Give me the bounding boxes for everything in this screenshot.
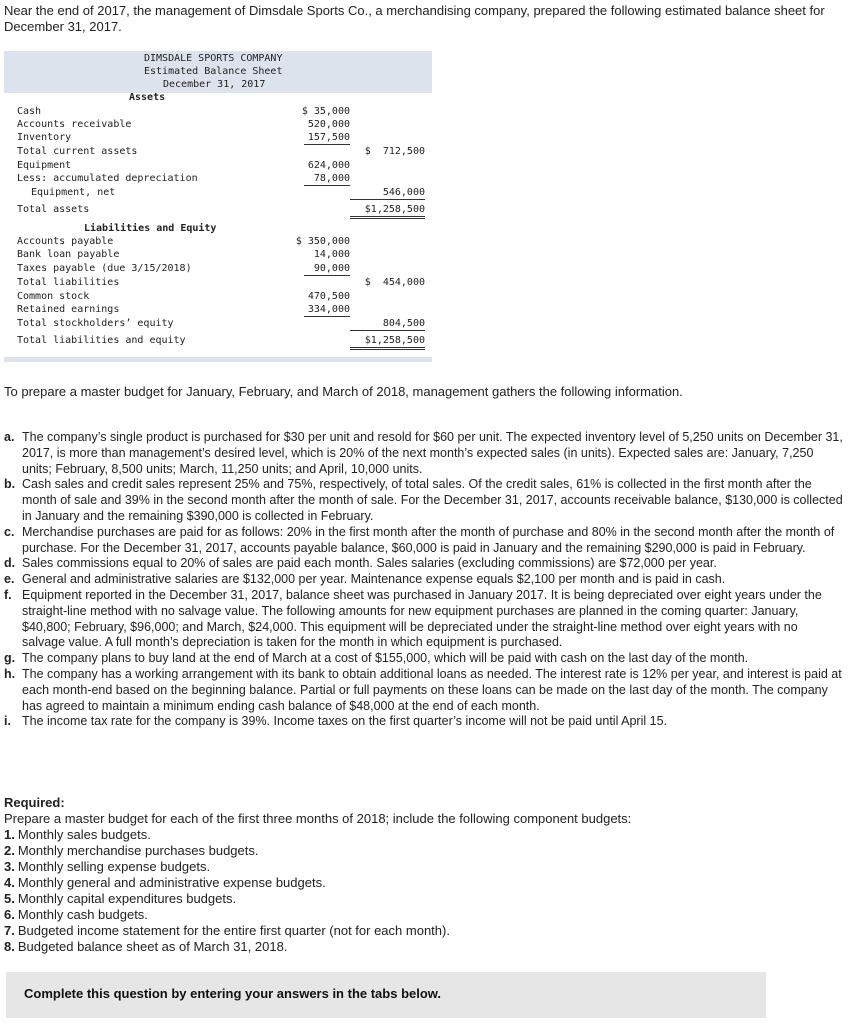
list-item <box>4 667 844 714</box>
list-item <box>4 588 844 651</box>
intro-paragraph: Near the end of 2017, the management of Dimsdale Sports Co., a merchandising company, prepared the following estimated balance sheet for December 31, 2017. <box>4 3 825 34</box>
required-intro: Prepare a master budget for each of the first three months of 2018; include the following component budgets: <box>4 811 632 826</box>
item-number: 8. <box>4 939 15 954</box>
row-value: 334,000 <box>304 304 350 317</box>
required-heading: Required: <box>4 795 65 810</box>
row-value: 90,000 <box>304 263 350 276</box>
item-key: f. <box>4 587 12 602</box>
item-key: e. <box>4 572 15 587</box>
item-text: Monthly merchandise purchases budgets. <box>17 843 259 858</box>
item-key: a. <box>4 430 15 444</box>
row-label: Taxes payable (due 3/15/2018) <box>17 263 192 274</box>
item-text: Budgeted balance sheet as of March 31, 2018. <box>17 939 288 954</box>
item-number: 3. <box>4 859 15 874</box>
row-label: Accounts payable <box>17 236 114 247</box>
item-text: Equipment reported in the December 31, 2017, balance sheet was purchased in January 2017. It is being depreciated over eight years under the straight-line method with no salvage value. The following amounts for new equipment purchases are planned in the coming quarter: January, $40,800; February, $96,000; and March, $24,000. This equipment will be depreciated under the straight-line method over eight years with no salvage value. A full month’s depreciation is taken for the month in which equipment is purchased. <box>22 587 822 650</box>
list-item <box>4 859 844 875</box>
item-text: Monthly general and administrative expense budgets. <box>17 875 326 890</box>
row-label: Accounts receivable <box>17 119 132 130</box>
balance-sheet-footer-bar <box>4 357 432 362</box>
required-section <box>4 795 844 955</box>
info-list <box>4 430 844 730</box>
item-text: The company has a working arrangement with its bank to obtain additional loans as needed. The interest rate is 12% per year, and interest is paid at each month-end based on the beginning balance. Partial or full payments on these loans can be made on the last day of the month. The company has agreed to maintain a minimum ending cash balance of $48,000 at the end of each month. <box>22 666 842 713</box>
row-label: Total liabilities <box>17 277 120 288</box>
row-label: Bank loan payable <box>17 249 120 260</box>
list-item <box>4 827 844 843</box>
row-label: Inventory <box>17 132 72 143</box>
row-label: Less: accumulated depreciation <box>17 173 198 184</box>
row-value: 624,000 <box>307 160 350 171</box>
row-value: $ 35,000 <box>301 106 350 117</box>
row-total: $1,258,500 <box>350 204 425 219</box>
item-number: 4. <box>4 875 15 890</box>
item-number: 7. <box>4 923 15 938</box>
item-text: The income tax rate for the company is 39%. Income taxes on the first quarter’s income will not be paid until April 15. <box>22 714 668 729</box>
list-item <box>4 939 844 955</box>
row-total: 546,000 <box>350 187 425 200</box>
list-item <box>4 572 844 588</box>
row-label: Equipment <box>17 160 72 171</box>
item-key: d. <box>4 556 16 571</box>
item-text: Monthly selling expense budgets. <box>17 859 211 874</box>
list-item <box>4 923 844 939</box>
list-item <box>4 651 844 667</box>
item-key: i. <box>4 714 11 729</box>
list-item <box>4 714 844 730</box>
item-key: h. <box>4 666 16 681</box>
item-text: The company’s single product is purchased for $30 per unit and resold for $60 per unit. The expected inventory level of 5,250 units on December 31, 2017, is more than management’s desired level, which is 20% of the next month’s expected sales (in units). Expected sales are: January, 7,250 units; February, 8,500 units; March, 11,250 units; and April, 10,000 units. <box>22 430 843 476</box>
item-number: 1. <box>4 827 15 842</box>
row-total: $1,258,500 <box>350 335 425 350</box>
liabilities-heading: Liabilities and Equity <box>84 223 217 234</box>
list-item <box>4 891 844 907</box>
assets-heading: Assets <box>129 92 166 103</box>
item-text: Sales commissions equal to 20% of sales are paid each month. Sales salaries (excluding commissions) are $72,000 per year. <box>22 556 717 571</box>
row-value: 14,000 <box>313 249 350 260</box>
instruction-banner <box>6 972 766 1018</box>
item-number: 2. <box>4 843 15 858</box>
row-total: $ 712,500 <box>364 146 425 157</box>
item-key: c. <box>4 524 15 539</box>
balance-sheet <box>4 51 432 362</box>
row-label: Cash <box>17 106 42 117</box>
list-item <box>4 907 844 923</box>
row-value: 470,500 <box>307 291 350 302</box>
item-text: Cash sales and credit sales represent 25% and 75%, respectively, of total sales. Of the credit sales, 61% is collected in the first month after the month of sale and 39% in the second month after the month of sale. For the December 31, 2017, accounts receivable balance, $130,000 is collected in January and the remaining $390,000 is collected in February. <box>22 477 843 523</box>
item-text: Monthly sales budgets. <box>17 827 151 842</box>
row-value: 157,500 <box>304 132 350 145</box>
row-label: Equipment, net <box>31 187 116 198</box>
item-text: Monthly cash budgets. <box>17 907 148 922</box>
row-value: 78,000 <box>304 173 350 186</box>
item-text: Merchandise purchases are paid for as follows: 20% in the first month after the month of purchase and 80% in the second month after the month of purchase. For the December 31, 2017, accounts payable balance, $60,000 is paid in January and the remaining $290,000 is paid in February. <box>22 524 835 555</box>
item-text: Monthly capital expenditures budgets. <box>17 891 237 906</box>
row-label: Total assets <box>17 204 90 215</box>
list-item <box>4 477 844 524</box>
item-text: General and administrative salaries are $132,000 per year. Maintenance expense equals $2,100 per month and is paid in cash. <box>22 572 726 587</box>
list-item <box>4 525 844 557</box>
prep-paragraph: To prepare a master budget for January, February, and March of 2018, management gathers the following information. <box>4 384 683 399</box>
row-total: 804,500 <box>350 318 425 331</box>
row-label: Total current assets <box>17 146 138 157</box>
row-label: Total liabilities and equity <box>17 335 186 346</box>
list-item <box>4 556 844 572</box>
item-text: Budgeted income statement for the entire first quarter (not for each month). <box>17 923 450 938</box>
required-list <box>4 827 844 955</box>
balance-sheet-date: December 31, 2017 <box>163 79 266 90</box>
row-label: Retained earnings <box>17 304 120 315</box>
item-key: b. <box>4 477 16 492</box>
balance-sheet-company: DIMSDALE SPORTS COMPANY <box>144 53 283 64</box>
list-item <box>4 843 844 859</box>
list-item <box>4 875 844 891</box>
row-label: Total stockholders’ equity <box>17 318 174 329</box>
item-text: The company plans to buy land at the end of March at a cost of $155,000, which will be paid with cash on the last day of the month. <box>22 651 749 666</box>
banner-text: Complete this question by entering your answers in the tabs below. <box>24 986 442 1001</box>
item-number: 5. <box>4 891 15 906</box>
row-value: $ 350,000 <box>295 236 350 247</box>
balance-sheet-name: Estimated Balance Sheet <box>144 66 283 77</box>
row-total: $ 454,000 <box>364 277 425 288</box>
item-number: 6. <box>4 907 15 922</box>
row-label: Common stock <box>17 291 90 302</box>
row-value: 520,000 <box>307 119 350 130</box>
item-key: g. <box>4 651 16 666</box>
list-item <box>4 430 844 477</box>
